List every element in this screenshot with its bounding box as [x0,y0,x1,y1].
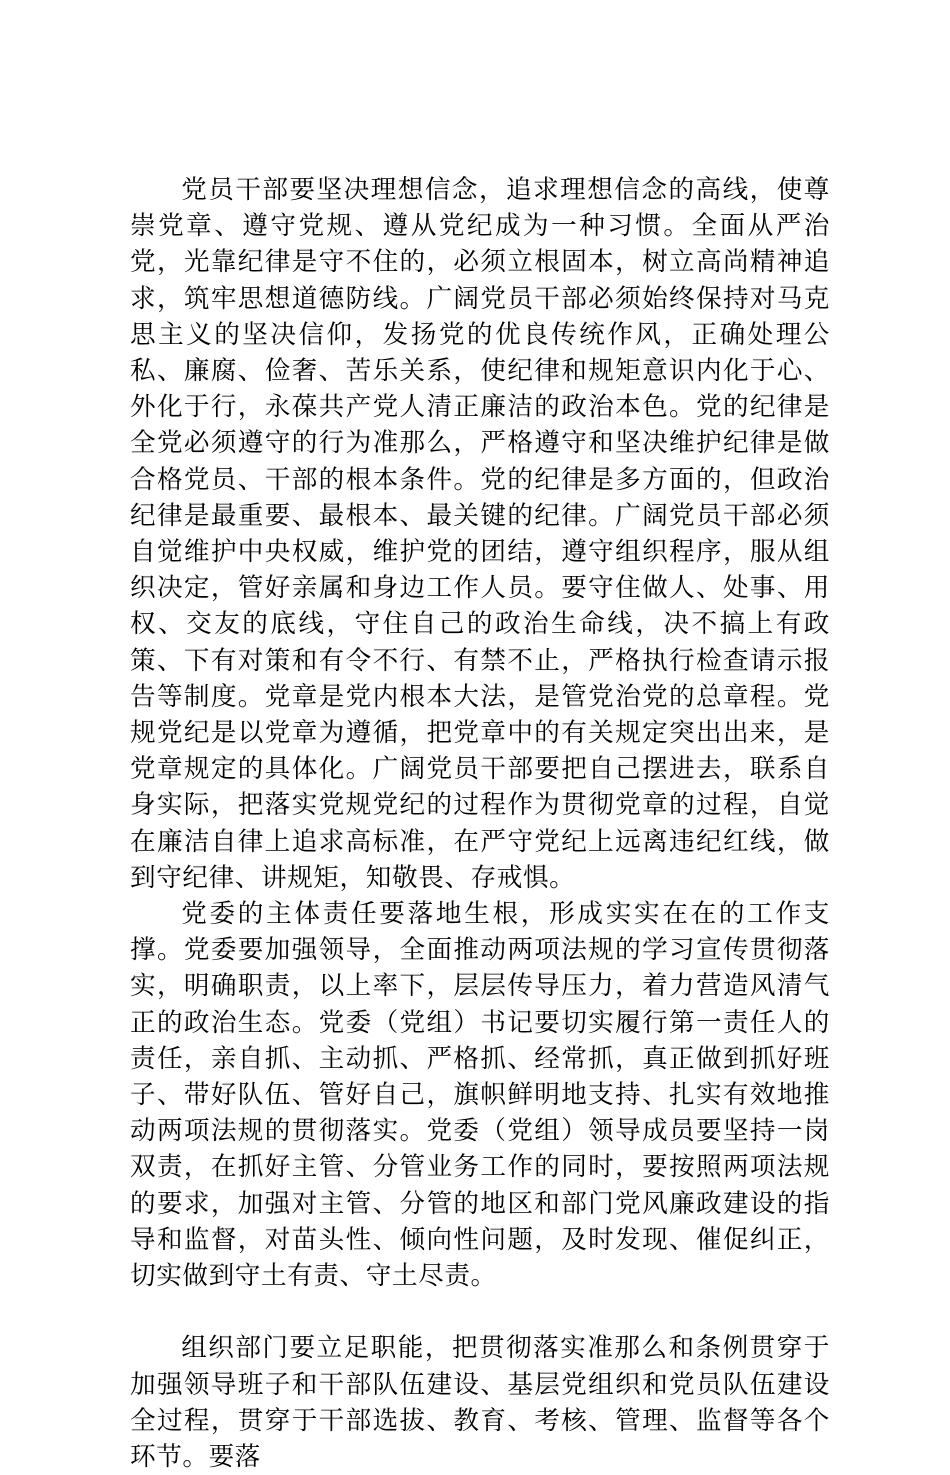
paragraph-organization-department: 组织部门要立足职能，把贯彻落实准那么和条例贯穿于加强领导班子和干部队伍建设、基层党组织和党员队伍建设全过程，贯穿于干部选拔、教育、考核、管理、监督等各个环节。要落 [130,1333,830,1472]
paragraph-party-discipline: 党员干部要坚决理想信念，追求理想信念的高线，使尊崇党章、遵守党规、遵从党纪成为一种习惯。全面从严治党，光靠纪律是守不住的，必须立根固本，树立高尚精神追求，筑牢思想道德防线。广阔党员干部必须始终保持对马克思主义的坚决信仰，发扬党的优良传统作风，正确处理公私、廉腐、俭奢、苦乐关系，使纪律和规矩意识内化于心、外化于行，永葆共产党人清正廉洁的政治本色。党的纪律是全党必须遵守的行为准那么，严格遵守和坚决维护纪律是做合格党员、干部的根本条件。党的纪律是多方面的，但政治纪律是最重要、最根本、最关键的纪律。广阔党员干部必须自觉维护中央权威，维护党的团结，遵守组织程序，服从组织决定，管好亲属和身边工作人员。要守住做人、处事、用权、交友的底线，守住自己的政治生命线，决不搞上有政策、下有对策和有令不行、有禁不止，严格执行检查请示报告等制度。党章是党内根本大法，是管党治党的总章程。党规党纪是以党章为遵循，把党章中的有关规定突出出来，是党章规定的具体化。广阔党员干部要把自己摆进去，联系自身实际，把落实党规党纪的过程作为贯彻党章的过程，自觉在廉洁自律上追求高标准，在严守党纪上远离违纪红线，做到守纪律、讲规矩，知敬畏、存戒惧。 [130,175,830,893]
paragraph-party-committee-responsibility: 党委的主体责任要落地生根，形成实实在在的工作支撑。党委要加强领导，全面推动两项法规的学习宣传贯彻落实，明确职责，以上率下，层层传导压力，着力营造风清气正的政治生态。党委（党组）书记要切实履行第一责任人的责任，亲自抓、主动抓、严格抓、经常抓，真正做到抓好班子、带好队伍、管好自己，旗帜鲜明地支持、扎实有效地推动两项法规的贯彻落实。党委（党组）领导成员要坚持一岗双责，在抓好主管、分管业务工作的同时，要按照两项法规的要求，加强对主管、分管的地区和部门党风廉政建设的指导和监督，对苗头性、倾向性问题，及时发现、催促纠正，切实做到守土有责、守土尽责。 [130,899,830,1292]
document-body [130,172,830,1475]
